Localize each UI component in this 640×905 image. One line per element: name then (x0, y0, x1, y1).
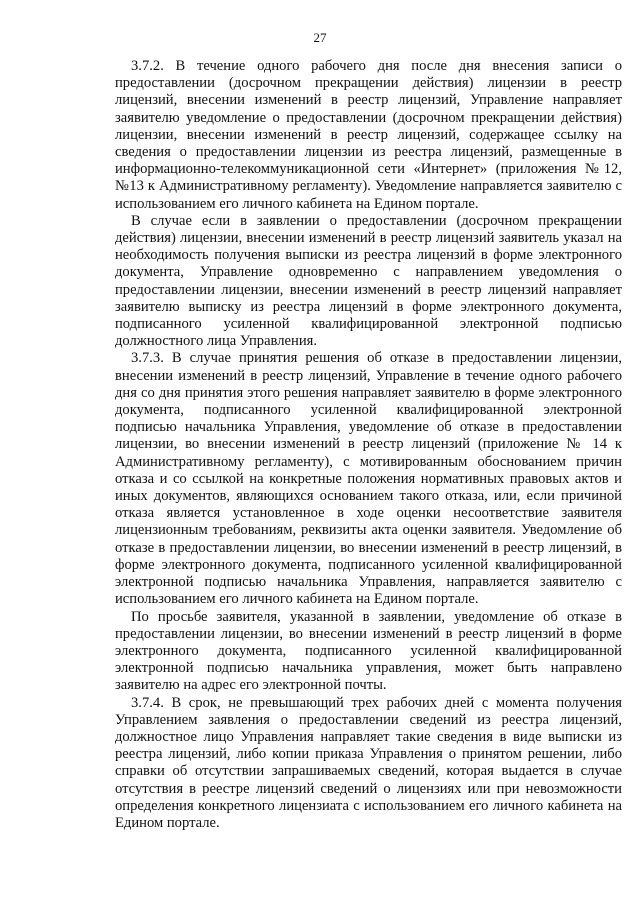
paragraph-3-7-2: 3.7.2. В течение одного рабочего дня после дня внесения записи о предоставлении (досрочном прекращении действия) лицензии в реестр лицензий, внесении изменений в реестр лицензий, Управление направляет заявителю уведомление о предоставлении (досрочном прекращении действия) лицензии, внесении изменений в реестр лицензий, содержащее ссылку на сведения о предоставлении лицензии из реестра лицензий, размещенные в информационно-телекоммуникационной сети «Интернет» (приложения №12, №13 к Административному регламенту). Уведомление направляется заявителю с использованием его личного кабинета на Едином портале. (115, 58, 622, 212)
document-body (115, 58, 622, 832)
page-number: 27 (313, 30, 327, 45)
paragraph-electronic-extract: В случае если в заявлении о предоставлении (досрочном прекращении действия) лицензии, внесении изменений в реестр лицензий заявитель указал на необходимость получения выписки из реестра лицензий в форме электронного документа, Управление одновременно с направлением уведомления о предоставлении лицензии, внесении изменений в реестр лицензий направляет заявителю выписку из реестра лицензий в форме электронного документа, подписанного усиленной квалифицированной электронной подписью должностного лица Управления. (115, 212, 622, 350)
paragraph-3-7-4: 3.7.4. В срок, не превышающий трех рабочих дней с момента получения Управлением заявления о предоставлении сведений из реестра лицензий, должностное лицо Управления направляет такие сведения в виде выписки из реестра лицензий, либо копии приказа Управления о принятом решении, либо справки об отсутствии запрашиваемых сведений, которая выдается в случае отсутствия в реестре лицензий сведений о лицензиях или при невозможности определения конкретного лицензиата с использованием его личного кабинета на Едином портале. (115, 694, 622, 831)
paragraph-email-request: По просьбе заявителя, указанной в заявлении, уведомление об отказе в предоставлении лицензии, во внесении изменений в реестр лицензий в форме электронного документа, подписанного усиленной квалифицированной электронной подписью начальника управления, может быть направлено заявителю на адрес его электронной почты. (115, 608, 622, 694)
paragraph-3-7-3: 3.7.3. В случае принятия решения об отказе в предоставлении лицензии, внесении изменений в реестр лицензий, Управление в течение одного рабочего дня со дня принятия этого решения направляет заявителю в форме электронного документа, подписанного усиленной квалифицированной электронной подписью начальника Управления, уведомление об отказе в предоставлении лицензии, во внесении изменений в реестр лицензий (приложение № 14 к Административному регламенту), с мотивированным обоснованием причин отказа и со ссылкой на конкретные положения нормативных правовых актов и иных документов, являющихся основанием такого отказа, или, если причиной отказа является установленное в ходе оценки несоответствие заявителя лицензионным требованиям, реквизиты акта оценки заявителя. Уведомление об отказе в предоставлении лицензии, во внесении изменений в реестр лицензий, в форме электронного документа, подписанного усиленной квалифицированной электронной подписью начальника Управления, направляется заявителю с использованием его личного кабинета на Едином портале. (115, 350, 622, 608)
